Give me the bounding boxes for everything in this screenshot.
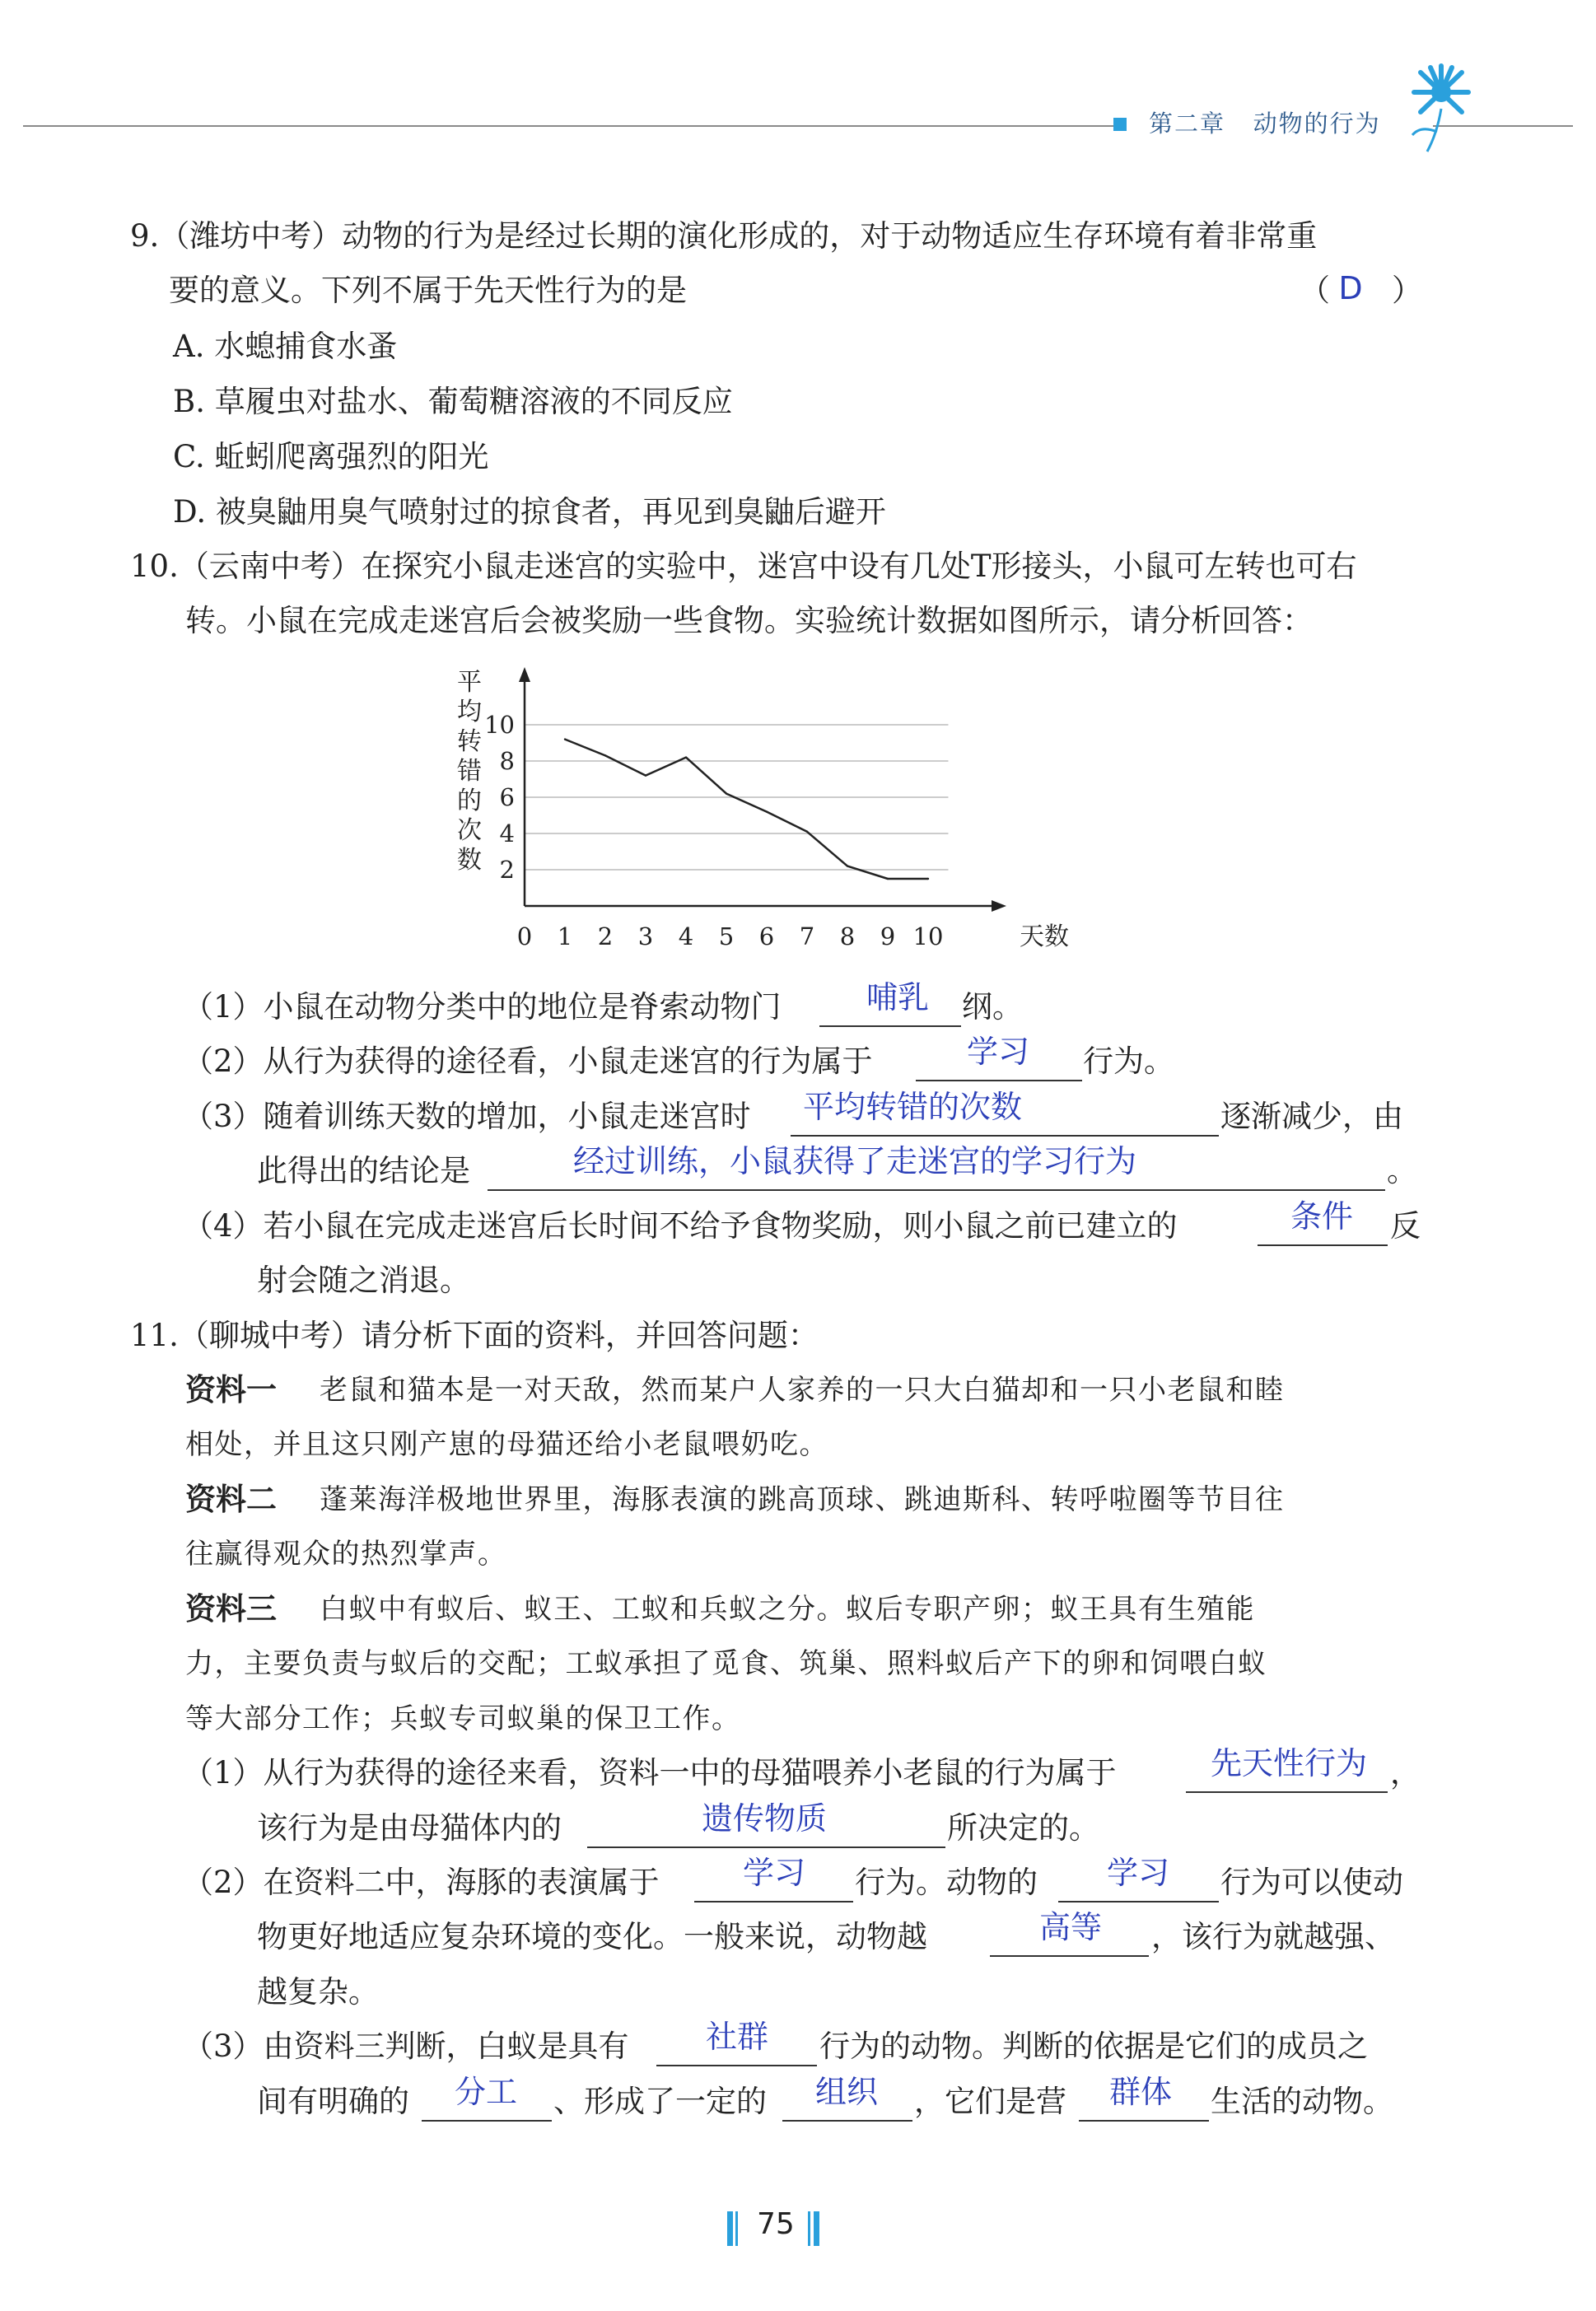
page-bar-left-thin [735, 2211, 738, 2246]
q9-option-c: C. 蚯蚓爬离强烈的阳光 [173, 439, 489, 474]
q10-line2: 转。小鼠在完成走迷宫后会被奖励一些食物。实验统计数据如图所示，请分析回答： [185, 603, 1313, 638]
x-tick-label: 5 [718, 922, 735, 950]
q11-s3-pre: （3）由资料三判断，白蚁是具有 [183, 2029, 629, 2064]
q11-s3-blank2 [422, 2120, 552, 2122]
q11-s3-answer2: 分工 [454, 2074, 518, 2110]
q11-m1-label: 资料一 [185, 1372, 277, 1408]
x-tick-label: 3 [637, 922, 654, 950]
y-axis-arrow [519, 667, 530, 682]
page-bar-right-thin [808, 2211, 810, 2246]
q10-line1: 10.（云南中考）在探究小鼠走迷宫的实验中，迷宫中设有几处T形接头，小鼠可左转也可右 [130, 549, 1357, 584]
x-tick-label: 2 [597, 922, 614, 950]
q11-s3-pre2: 间有明确的 [257, 2084, 409, 2119]
page-number: 75 [757, 2207, 795, 2241]
y-axis-label-char: 错 [457, 757, 482, 786]
q11-m3-text1: 白蚁中有蚁后、蚁王、工蚁和兵蚁之分。蚁后专职产卵；蚁王具有生殖能 [320, 1593, 1255, 1626]
y-axis-label [457, 668, 482, 875]
chapter-header: 第二章 动物的行为 [1149, 110, 1381, 138]
q10-s4-line2: 射会随之消退。 [257, 1263, 470, 1298]
q11-s1-pre: （1）从行为获得的途径来看，资料一中的母猫喂养小老鼠的行为属于 [183, 1755, 1117, 1790]
q11-m1-text2: 相处，并且这只刚产崽的母猫还给小老鼠喂奶吃。 [185, 1428, 828, 1461]
data-point [766, 810, 768, 812]
y-axis-label-char: 转 [457, 727, 482, 756]
x-tick-label: 1 [557, 922, 573, 950]
y-axis-label-char: 次 [457, 816, 482, 845]
data-point [685, 756, 687, 758]
q11-s2-pre: （2）在资料二中，海豚的表演属于 [183, 1865, 660, 1900]
data-point [726, 792, 727, 794]
q10-s4-pre: （4）若小鼠在完成走迷宫后长时间不给予食物奖励，则小鼠之前已建立的 [183, 1208, 1178, 1244]
x-tick-label: 10 [912, 922, 944, 950]
q11-s3-answer1: 社群 [705, 2019, 769, 2055]
y-axis-label-char: 均 [457, 698, 482, 726]
q11-s2-post2: ，该行为就越强、 [1151, 1919, 1395, 1954]
q11-s3-blank1 [656, 2065, 817, 2066]
data-point [927, 878, 929, 880]
q10-s1-answer: 哺乳 [866, 979, 930, 1015]
q11-s1-answer2: 遗传物质 [701, 1800, 828, 1837]
q11-s2-mid: 行为。动物的 [855, 1865, 1038, 1900]
x-tick-label: 4 [678, 922, 694, 950]
q11-s2-answer2: 学习 [1106, 1855, 1170, 1891]
x-axis-label: 天数 [1020, 922, 1069, 951]
q11-m3-text2: 力，主要负责与蚁后的交配；工蚁承担了觅食、筑巢、照料蚁后产下的卵和饲喂白蚁 [185, 1647, 1267, 1680]
q10-s2-post: 行为。 [1083, 1043, 1174, 1079]
q11-m2-label: 资料二 [185, 1482, 277, 1517]
x-tick-label: 0 [516, 922, 533, 950]
data-point [847, 865, 848, 866]
series-line [565, 740, 928, 879]
q11-m2-text2: 往赢得观众的热烈掌声。 [185, 1538, 507, 1571]
q11-s3-blank3 [782, 2120, 912, 2122]
data-point [604, 754, 606, 756]
q11-s3-mid3: ，它们是营 [914, 2084, 1066, 2119]
q10-s3-answer2: 经过训练，小鼠获得了走迷宫的学习行为 [572, 1143, 1137, 1179]
q9-paren-open: （ [1300, 273, 1330, 308]
q10-s4-answer: 条件 [1290, 1198, 1354, 1235]
q11-s2-blank3 [990, 1955, 1149, 1957]
q11-s2-blank1 [694, 1901, 853, 1902]
data-point [564, 738, 566, 740]
page-bar-left [727, 2211, 733, 2246]
q9-line2: 要的意义。下列不属于先天性行为的是 [169, 273, 687, 308]
q9-option-d: D. 被臭鼬用臭气喷射过的掠食者，再见到臭鼬后避开 [173, 494, 886, 530]
q11-s3-mid2: 、形成了一定的 [553, 2084, 767, 2119]
q11-line1: 11.（聊城中考）请分析下面的资料，并回答问题： [130, 1318, 819, 1353]
q10-s1-blank [819, 1025, 961, 1027]
q9-option-a: A. 水螅捕食水蚤 [173, 329, 398, 364]
q11-s3-answer3: 组织 [814, 2074, 879, 2110]
flower-icon [1404, 59, 1478, 158]
q10-s3-post1: 逐渐减少，由 [1220, 1099, 1403, 1134]
header-rule [23, 125, 1114, 127]
q11-s3-post1: 行为的动物。判断的依据是它们的成员之 [819, 2029, 1368, 2064]
q10-s2-answer: 学习 [966, 1034, 1030, 1070]
q9-answer: D [1338, 270, 1363, 306]
q11-s1-answer1: 先天性行为 [1210, 1745, 1368, 1781]
q9-paren-close: ） [1392, 273, 1422, 308]
q10-s4-blank [1258, 1244, 1388, 1246]
q11-s1-post2: 所决定的。 [947, 1810, 1099, 1846]
q11-s2-answer3: 高等 [1038, 1909, 1103, 1945]
data-point [645, 774, 646, 776]
line-chart [445, 659, 1071, 964]
y-tick-label: 10 [484, 711, 515, 739]
q10-s3-answer1: 平均转错的次数 [802, 1089, 1023, 1125]
y-axis-label-char: 的 [457, 787, 482, 815]
y-tick-label: 4 [499, 819, 515, 847]
q10-s3-blank2 [488, 1189, 1385, 1191]
q10-s3-pre2: 此得出的结论是 [257, 1153, 470, 1188]
q11-s1-blank1 [1186, 1791, 1388, 1793]
y-tick-label: 8 [499, 747, 515, 775]
q11-m1-text1: 老鼠和猫本是一对天敌，然而某户人家养的一只大白猫却和一只小老鼠和睦 [320, 1374, 1285, 1407]
q11-m2-text1: 蓬莱海洋极地世界里，海豚表演的跳高顶球、跳迪斯科、转呼啦圈等节目往 [320, 1483, 1285, 1516]
q9-line1: 9.（潍坊中考）动物的行为是经过长期的演化形成的，对于动物适应生存环境有着非常重 [130, 218, 1318, 254]
q10-s1-post: 纲。 [962, 989, 1023, 1025]
q11-s3-blank4 [1079, 2120, 1209, 2122]
q10-s4-post: 反 [1390, 1208, 1421, 1244]
header-marker [1113, 118, 1127, 131]
q10-s3-pre: （3）随着训练天数的增加，小鼠走迷宫时 [183, 1099, 751, 1134]
page-bar-right [814, 2211, 819, 2246]
y-tick-label: 6 [499, 783, 515, 811]
x-axis-arrow [992, 900, 1006, 912]
q11-s2-post: 行为可以使动 [1220, 1865, 1403, 1900]
q11-s3-answer4: 群体 [1108, 2074, 1173, 2110]
x-tick-label: 8 [839, 922, 856, 950]
q10-s2-pre: （2）从行为获得的途径看，小鼠走迷宫的行为属于 [183, 1043, 873, 1079]
x-tick-label: 9 [880, 922, 896, 950]
x-tick-labels [517, 922, 944, 950]
y-tick-labels [484, 711, 515, 884]
q11-s2-line3: 越复杂。 [257, 1974, 379, 2010]
y-tick-label: 2 [499, 856, 515, 884]
x-tick-label: 6 [758, 922, 775, 950]
data-point [887, 878, 889, 880]
q9-option-b: B. 草履虫对盐水、葡萄糖溶液的不同反应 [173, 384, 733, 419]
y-axis-label-char: 数 [457, 846, 482, 875]
q11-s1-pre2: 该行为是由母猫体内的 [257, 1810, 562, 1846]
q11-s1-post1: ， [1390, 1755, 1421, 1790]
data-series [564, 738, 929, 880]
q11-m3-text3: 等大部分工作；兵蚁专司蚁巢的保卫工作。 [185, 1702, 741, 1735]
q11-s2-answer1: 学习 [742, 1855, 806, 1891]
q11-m3-label: 资料三 [185, 1591, 277, 1627]
q11-s2-pre2: 物更好地适应复杂环境的变化。一般来说，动物越 [257, 1919, 927, 1954]
data-point [806, 831, 808, 833]
x-tick-label: 7 [799, 922, 815, 950]
q10-s1-pre: （1）小鼠在动物分类中的地位是脊索动物门 [183, 989, 782, 1025]
y-axis-label-char: 平 [457, 668, 482, 697]
q10-s3-post2: 。 [1387, 1153, 1417, 1188]
q11-s3-post2: 生活的动物。 [1211, 2084, 1393, 2119]
